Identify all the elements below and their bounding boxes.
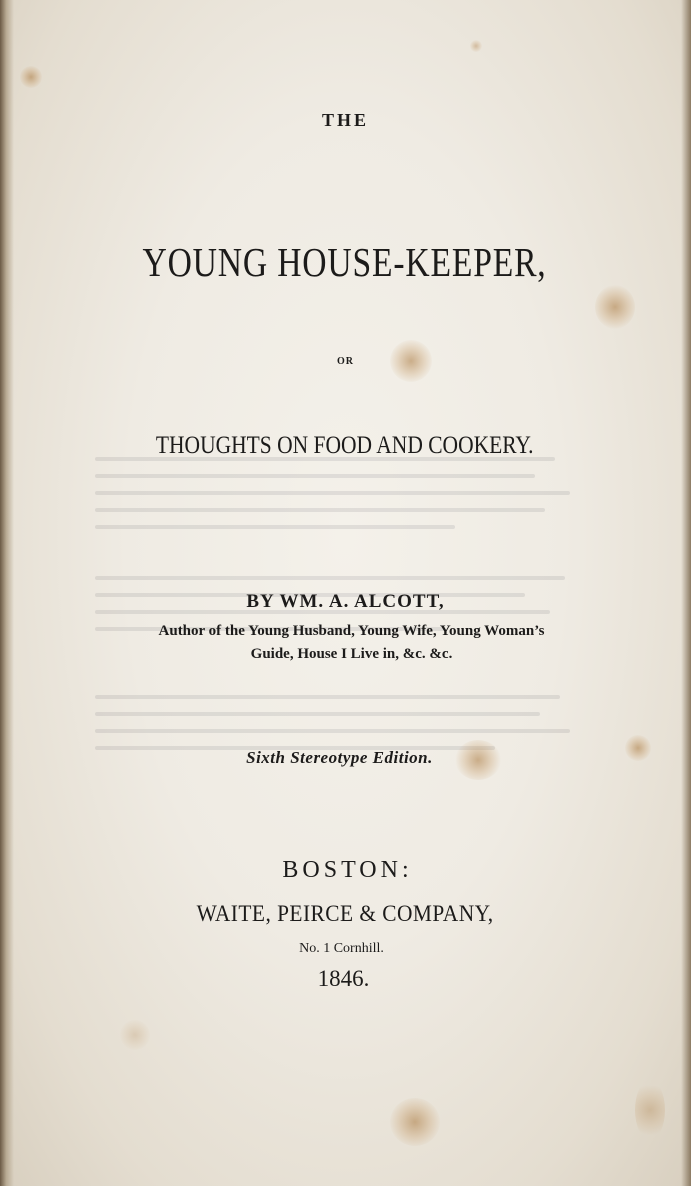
foxing-spot <box>20 66 42 88</box>
title-article: THE <box>321 110 369 130</box>
foxing-spot <box>595 285 635 329</box>
author-credits-line: Author of the Young Husband, Young Wife, Young Woman’s <box>158 623 545 639</box>
publication-city: BOSTON: <box>282 857 413 883</box>
edition-statement: Sixth Stereotype Edition. <box>246 748 433 767</box>
author-byline: BY WM. A. ALCOTT, <box>246 591 445 612</box>
publication-year: 1846. <box>317 966 370 991</box>
foxing-spot <box>390 1098 440 1146</box>
publisher-name: WAITE, PEIRCE & COMPANY, <box>196 901 494 926</box>
book-title: YOUNG HOUSE-KEEPER, <box>142 239 547 285</box>
foxing-spot <box>635 1080 665 1140</box>
author-credits-line: Guide, House I Live in, &c. &c. <box>250 646 453 662</box>
title-conjunction: OR <box>337 356 354 367</box>
foxing-spot <box>120 1020 150 1050</box>
foxing-spot <box>470 40 482 52</box>
publisher-address: No. 1 Cornhill. <box>299 941 384 956</box>
book-subtitle: THOUGHTS ON FOOD AND COOKERY. <box>155 432 534 459</box>
